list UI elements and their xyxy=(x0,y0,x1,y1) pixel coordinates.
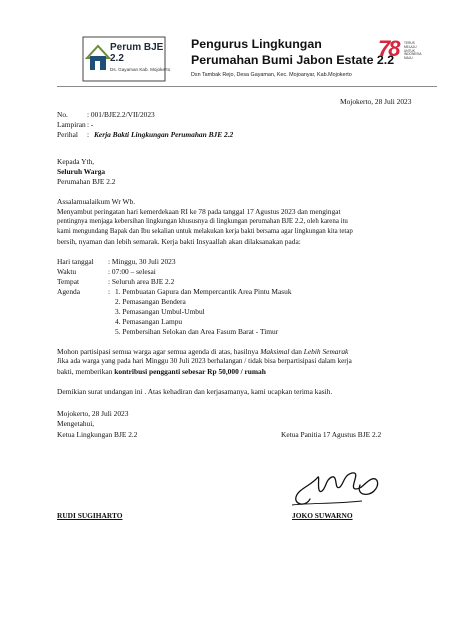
badge-number: 78 xyxy=(378,36,399,61)
org-name-line1: Pengurus Lingkungan xyxy=(191,37,322,51)
badge-tagline: TERUS MELAJU UNTUK INDONESIA MAJU xyxy=(404,41,422,61)
no-label: No. xyxy=(57,110,68,119)
agenda-item: 4. Pemasangan Lampu xyxy=(115,317,183,326)
tempat-value: : Seluruh area BJE 2.2 xyxy=(108,277,175,286)
lampiran-value: : - xyxy=(87,120,94,129)
participation-line-2: Jika ada warga yang pada hari Minggu 30 Juli 2023 berhalangan / tidak bisa berpartisipasi dalam kerja xyxy=(57,357,352,365)
agenda-item: 1. Pembuatan Gapura dan Mempercantik Area Pintu Masuk xyxy=(115,287,292,296)
participation-line-3: bakti, memberikan kontribusi pengganti sebesar Rp 50,000 / rumah xyxy=(57,367,266,376)
logo-title: Perum BJE 2.2 xyxy=(110,42,164,64)
agenda-item: 3. Pemasangan Umbul-Umbul xyxy=(115,307,205,316)
greeting: Assalamualaikum Wr Wb. xyxy=(57,197,136,206)
tempat-label: Tempat xyxy=(57,277,80,286)
hari-label: Hari tanggal xyxy=(57,257,94,266)
intro-line-3: kami mengundang Bapak dan Ibu sekalian untuk melakukan kerja bakti bersama agar lingkungan kita tetap xyxy=(57,228,353,235)
header-divider xyxy=(57,86,437,87)
perihal-colon: : xyxy=(87,130,90,139)
agenda-item: 5. Pembersihan Selokan dan Area Fasum Barat - Timur xyxy=(115,327,279,336)
recipient-location: Perumahan BJE 2.2 xyxy=(57,177,116,186)
left-signer-title: Ketua Lingkungan BJE 2.2 xyxy=(57,430,138,439)
org-name-line2: Perumahan Bumi Jabon Estate 2.2 xyxy=(191,53,395,67)
mengetahui: Mengetahui, xyxy=(57,419,95,428)
perihal-value: Kerja Bakti Lingkungan Perumahan BJE 2.2 xyxy=(94,130,234,139)
sign-place-date: Mojokerto, 28 Juli 2023 xyxy=(57,409,129,418)
agenda-colon: : xyxy=(108,287,111,296)
org-address: Dsn Tambak Rejo, Desa Gayaman, Kec. Mojoanyar, Kab.Mojokerto xyxy=(191,72,352,78)
letter-date: Mojokerto, 28 Juli 2023 xyxy=(340,97,412,106)
left-signer-name: RUDI SUGIHARTO xyxy=(57,511,123,520)
perihal-label: Perihal xyxy=(57,130,78,139)
lampiran-label: Lampiran xyxy=(57,120,86,129)
agenda-label: Agenda xyxy=(57,287,80,296)
intro-line-4: bersih, nyaman dan lebih semarak. Kerja bakti Insyaallah akan dilaksanakan pada: xyxy=(57,237,301,246)
participation-line-1: Mohon partisipasi semua warga agar semua agenda di atas, hasilnya Maksimal dan Lebih Semarak xyxy=(57,347,349,356)
closing-sentence: Demikian surat undangan ini . Atas kehadiran dan kerjasamanya, kami ucapkan terima kasih. xyxy=(57,387,333,396)
agenda-item: 2. Pemasangan Bendera xyxy=(115,297,186,306)
right-signer-name: JOKO SUWARNO xyxy=(292,511,353,520)
no-value: : 001/BJE2.2/VII/2023 xyxy=(87,110,155,119)
intro-line-1: Menyambut peringatan hari kemerdekaan RI ke 78 pada tanggal 17 Agustus 2023 dan mengingat xyxy=(57,207,341,216)
housing-logo xyxy=(82,36,171,82)
waktu-label: Waktu xyxy=(57,267,77,276)
recipient-name: Seluruh Warga xyxy=(57,167,106,176)
waktu-value: : 07:00 – selesai xyxy=(108,267,156,276)
right-signer-title: Ketua Panitia 17 Agustus BJE 2.2 xyxy=(281,430,382,439)
independence-badge xyxy=(376,36,422,86)
intro-line-2: pentingnya menjaga kebersihan lingkungan khususnya di lingkungan perumahan BJE 2.2, oleh karena itu xyxy=(57,218,348,225)
handwritten-signature xyxy=(282,455,392,515)
recipient-salutation: Kepada Yth, xyxy=(57,157,95,166)
logo-subtitle: Ds. Gayaman Kab. Mojokerto xyxy=(110,67,171,72)
hari-value: : Minggu, 30 Juli 2023 xyxy=(108,257,176,266)
